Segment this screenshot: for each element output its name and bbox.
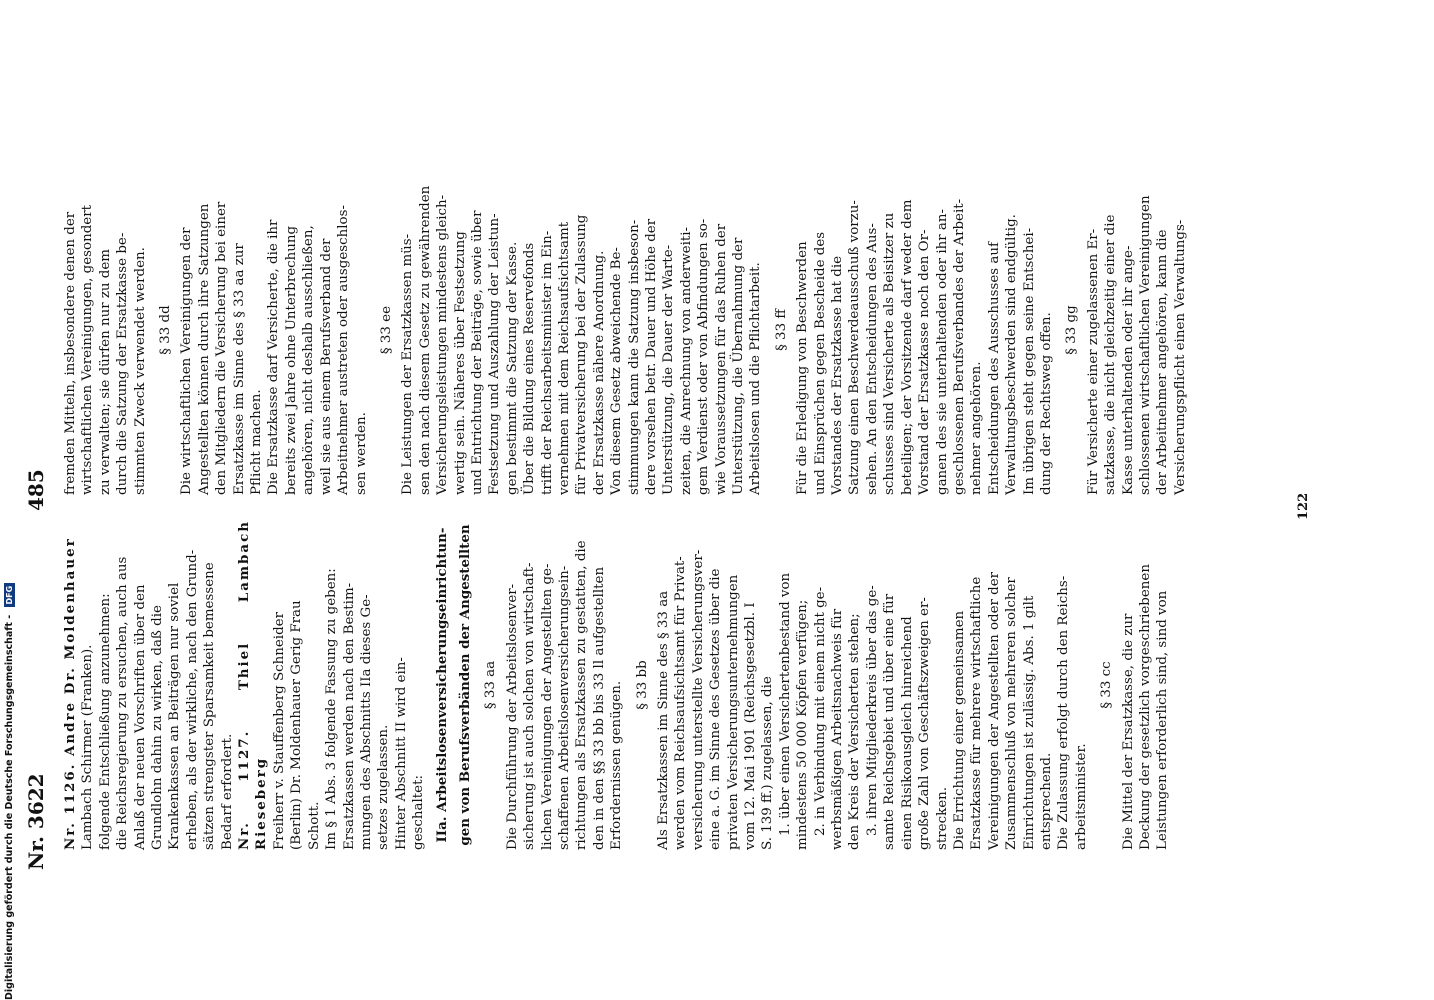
- text-line: Für Versicherte einer zugelassenen Er-: [1085, 228, 1101, 495]
- text-line: privaten Versicherungsunternehmungen: [725, 574, 741, 850]
- text-line: sehen. An den Entscheidungen des Aus-: [864, 223, 880, 495]
- text-line: Die wirtschaftlichen Vereinigungen der: [179, 227, 195, 495]
- text-line: die Reichsregierung zu ersuchen, auch aus: [115, 556, 131, 850]
- text-line: dere vorsehen betr. Dauer und Höhe der: [644, 218, 659, 495]
- text-line: dung der Rechtsweg offen.: [1038, 312, 1054, 495]
- text-line: Lambach Schirmer (Franken).: [80, 644, 96, 850]
- text-line: schlossenen wirtschaftlichen Vereinigungen: [1137, 195, 1153, 495]
- right-text-column: [62, 165, 1189, 495]
- text-line: Satzung einen Beschwerdeausschuß vorzu-: [847, 200, 863, 495]
- footer-page-number: 122: [1296, 492, 1311, 520]
- text-line: trifft der Reichsarbeitsminister im Ein-: [539, 230, 555, 495]
- text-line: und Entrichtung der Beiträge, sowie über: [469, 210, 485, 495]
- text-line: Unterstützung, die Übernahmung der: [731, 237, 747, 495]
- text-line: Leistungen erforderlich sind, sind von: [1155, 590, 1171, 850]
- text-line: richtungen als Ersatzkassen zu gestatten, die: [574, 540, 590, 850]
- text-line: große Zahl von Geschäftszweigen er-: [917, 597, 933, 850]
- text-line: sätzen strengster Sparsamkeit bemessene: [202, 562, 218, 850]
- text-line: Kasse unterhaltenden oder ihr ange-: [1120, 245, 1136, 495]
- text-line: samte Reichsgebiet und über eine für: [882, 593, 898, 850]
- text-line: wertig sein. Näheres über Festsetzung: [452, 231, 468, 495]
- motion-number: Nr. 1127. Thiel Lambach Rieseberg: [236, 520, 270, 850]
- text-line: sen werden.: [353, 412, 369, 495]
- text-line: Grundlohn dahin zu wirken, daß die: [150, 605, 166, 850]
- text-line: stimmten Zweck verwendet werden.: [132, 247, 148, 495]
- text-line: geschlossenen Berufsverbandes der Arbeit-: [951, 198, 967, 495]
- text-line: Anlaß der neuen Vorschriften über den: [132, 584, 148, 850]
- text-line: eine a. G. im Sinne des Gesetzes über die: [708, 568, 724, 850]
- text-line: Als Ersatzkassen im Sinne des § 33 aa: [656, 590, 671, 850]
- text-line: arbeitsminister.: [1073, 743, 1089, 850]
- section-heading: § 33 cc: [1099, 661, 1115, 709]
- text-line: Arbeitslosen und die Pflichtarbeit.: [748, 262, 764, 495]
- section-heading: § 33 gg: [1064, 305, 1080, 355]
- text-line: der Ersatzkasse nähere Anordnung.: [591, 250, 607, 495]
- text-line: lichen Vereinigungen der Angestellten ge-: [539, 563, 555, 850]
- text-line: bereits zwei Jahre ohne Unterbrechung: [283, 225, 299, 495]
- text-line: versicherung unterstellte Versicherungsver-: [690, 549, 706, 850]
- text-line: geschaltet:: [411, 775, 427, 850]
- text-line: wie Voraussetzungen für das Ruhen der: [713, 223, 729, 495]
- text-line: ganen des sie unterhaltenden oder ihr an-: [934, 208, 950, 495]
- section-heading: § 33 dd: [158, 305, 174, 355]
- text-line: 1. über einen Versichertenbestand von: [777, 572, 793, 836]
- text-line: und Einsprüchen gegen Bescheide des: [812, 231, 828, 495]
- text-line: vernehmen mit dem Reichsaufsichtsamt: [556, 221, 572, 495]
- text-line: einen Risikoausgleich hinreichend: [899, 616, 915, 850]
- text-line: sicherung ist auch solchen von wirtschaft-: [522, 562, 538, 850]
- text-line: wirtschaftlichen Vereinigungen, gesondert: [80, 204, 96, 495]
- motion-number: Nr. 1126. Andre Dr. Moldenhauer: [62, 537, 78, 850]
- text-line: erheben, als der wirkliche, nach den Grund-: [184, 549, 200, 850]
- text-line: Vorstand der Ersatzkasse noch den Or-: [917, 229, 933, 495]
- section-heading: § 33 aa: [483, 660, 499, 710]
- text-line: durch die Satzung der Ersatzkasse be-: [115, 232, 131, 495]
- left-text-column: [62, 520, 1172, 850]
- text-line: Versicherungspflicht einen Verwaltungs-: [1172, 219, 1188, 495]
- text-line: Arbeitnehmer austreten oder ausgeschlos-: [336, 205, 352, 495]
- text-line: werbsmäßigen Arbeitsnachweis für: [830, 608, 846, 850]
- text-line: für Privatversicherung bei der Zulassung: [574, 214, 590, 495]
- text-line: den Kreis der Versicherten stehen;: [847, 613, 863, 850]
- text-line: folgende Entschließung anzunehmen:: [97, 593, 113, 850]
- text-line: sen den nach diesem Gesetz zu gewährenden: [417, 185, 433, 495]
- text-line: mindestens 50 000 Köpfen verfügen;: [795, 599, 811, 850]
- text-line: Versicherungsleistungen mindestens gleich-: [435, 194, 451, 495]
- text-line: Vereinigungen der Angestellten oder der: [986, 571, 1002, 850]
- text-line: Angestellten können durch ihre Satzungen: [196, 203, 212, 495]
- text-line: strecken.: [934, 787, 950, 850]
- text-line: Verwaltungsbeschwerden sind endgültig.: [1004, 214, 1020, 495]
- text-line: Einrichtungen ist zulässig. Abs. 1 gilt: [1021, 595, 1037, 850]
- text-line: vom 12. Mai 1901 (Reichsgesetzbl. I: [743, 602, 759, 850]
- text-line: stimmungen kann die Satzung insbeson-: [626, 219, 642, 495]
- text-line: Hinter Abschnitt II wird ein-: [393, 657, 409, 850]
- text-line: Ersatzkasse im Sinne des § 33 aa zur: [231, 243, 247, 495]
- text-line: Im § 1 Abs. 3 folgende Fassung zu geben:: [324, 568, 340, 850]
- text-line: Für die Erledigung von Beschwerden: [795, 241, 811, 495]
- text-line: der Arbeitnehmer angehören, kann die: [1155, 229, 1171, 495]
- text-line: entsprechend.: [1038, 752, 1054, 850]
- text-line: gem Verdienst oder von Abfindungen so-: [696, 218, 712, 495]
- text-line: weil sie aus einem Berufsverband der: [318, 238, 334, 495]
- text-line: schaffenen Arbeitslosenversicherungsein-: [556, 565, 572, 850]
- text-line: Festsetzung und Auszahlung der Leistun-: [487, 213, 503, 495]
- text-line: satzkasse, die nicht gleichzeitig einer die: [1103, 214, 1119, 495]
- text-line: den Mitgliedern die Versicherung bei einer: [214, 201, 230, 495]
- text-line: angehören, nicht deshalb ausschließen,: [301, 225, 317, 495]
- text-line: 3. ihren Mitgliederkreis über das ge-: [864, 585, 880, 836]
- text-line: Entscheidungen des Ausschusses auf: [986, 242, 1002, 495]
- text-line: werden vom Reichsaufsichtsamt für Privat-: [673, 556, 689, 850]
- text-line: S. 139 ff.) zugelassen, die: [760, 676, 776, 850]
- text-line: Bedarf erfordert.: [219, 733, 235, 850]
- text-line: Unterstützung, die Dauer der Warte-: [661, 244, 677, 495]
- text-line: den in den §§ 33 bb bis 33 ll aufgestellten: [591, 566, 607, 850]
- text-line: Krankenkassen an Beiträgen nur soviel: [167, 582, 183, 850]
- subsection-heading: IIa. Arbeitslosenversicherungseinrichtun-: [433, 527, 450, 843]
- text-line: Die Zulassung erfolgt durch den Reichs-: [1056, 575, 1072, 850]
- text-line: zu verwalten; sie dürfen nur zu dem: [97, 249, 113, 495]
- text-line: Die Durchführung der Arbeitslosenver-: [504, 583, 520, 850]
- text-line: schusses sind Versicherte als Beisitzer zu: [882, 212, 898, 495]
- text-line: 2. in Verbindung mit einem nicht ge-: [812, 586, 828, 836]
- dfg-logo: DFG: [4, 583, 15, 608]
- text-line: zeiten, die Anrechnung von anderweiti-: [678, 226, 694, 495]
- text-line: Pflicht machen.: [249, 389, 265, 495]
- text-line: Vorstandes der Ersatzkasse hat die: [830, 255, 846, 495]
- page-number-right: 485: [24, 469, 48, 511]
- text-line: Über die Bildung eines Reservefonds: [522, 242, 538, 495]
- text-line: Deckung der gesetzlich vorgeschriebenen: [1137, 564, 1153, 850]
- subsection-heading: gen von Berufsverbänden der Angestellten: [456, 524, 473, 846]
- text-line: gen bestimmt die Satzung der Kasse.: [504, 241, 520, 495]
- section-heading: § 33 bb: [634, 660, 650, 710]
- text-line: Im übrigen steht gegen seine Entschei-: [1021, 227, 1037, 495]
- text-line: Die Errichtung einer gemeinsamen: [951, 610, 967, 850]
- text-line: nehmer angehören.: [969, 361, 985, 495]
- text-line: Die Ersatzkasse darf Versicherte, die ihr: [266, 219, 282, 495]
- text-line: Freiherr v. Stauffenberg Schneider: [271, 612, 287, 850]
- digitization-note-text: Digitalisierung gefördert durch die Deutsche Forschungsgemeinschaft -: [4, 614, 15, 1000]
- text-line: Die Mittel der Ersatzkasse, die zur: [1120, 613, 1136, 850]
- text-line: beteiligen; der Vorsitzende darf weder dem: [899, 199, 915, 495]
- text-line: setzes zugelassen.: [376, 724, 392, 850]
- text-line: Erfordernissen genügen.: [609, 680, 625, 850]
- text-line: Die Leistungen der Ersatzkassen müs-: [400, 233, 416, 495]
- text-line: fremden Mitteln, insbesondere denen der: [63, 211, 78, 495]
- section-heading: § 33 ee: [378, 305, 394, 355]
- page-number-left: Nr. 3622: [24, 773, 48, 870]
- text-line: Ersatzkassen werden nach den Bestim-: [341, 582, 357, 850]
- text-line: Zusammenschluß von mehreren solcher: [1004, 577, 1020, 850]
- text-line: (Berlin) Dr. Moldenhauer Gerig Frau: [289, 600, 305, 850]
- text-line: Von diesem Gesetz abweichende Be-: [609, 247, 625, 495]
- section-heading: § 33 ff: [773, 309, 789, 351]
- text-line: Schott.: [306, 801, 322, 850]
- digitization-note: [4, 0, 15, 1000]
- text-line: Ersatzkasse für mehrere wirtschaftliche: [969, 576, 985, 850]
- text-line: mungen des Abschnitts IIa dieses Ge-: [358, 594, 374, 850]
